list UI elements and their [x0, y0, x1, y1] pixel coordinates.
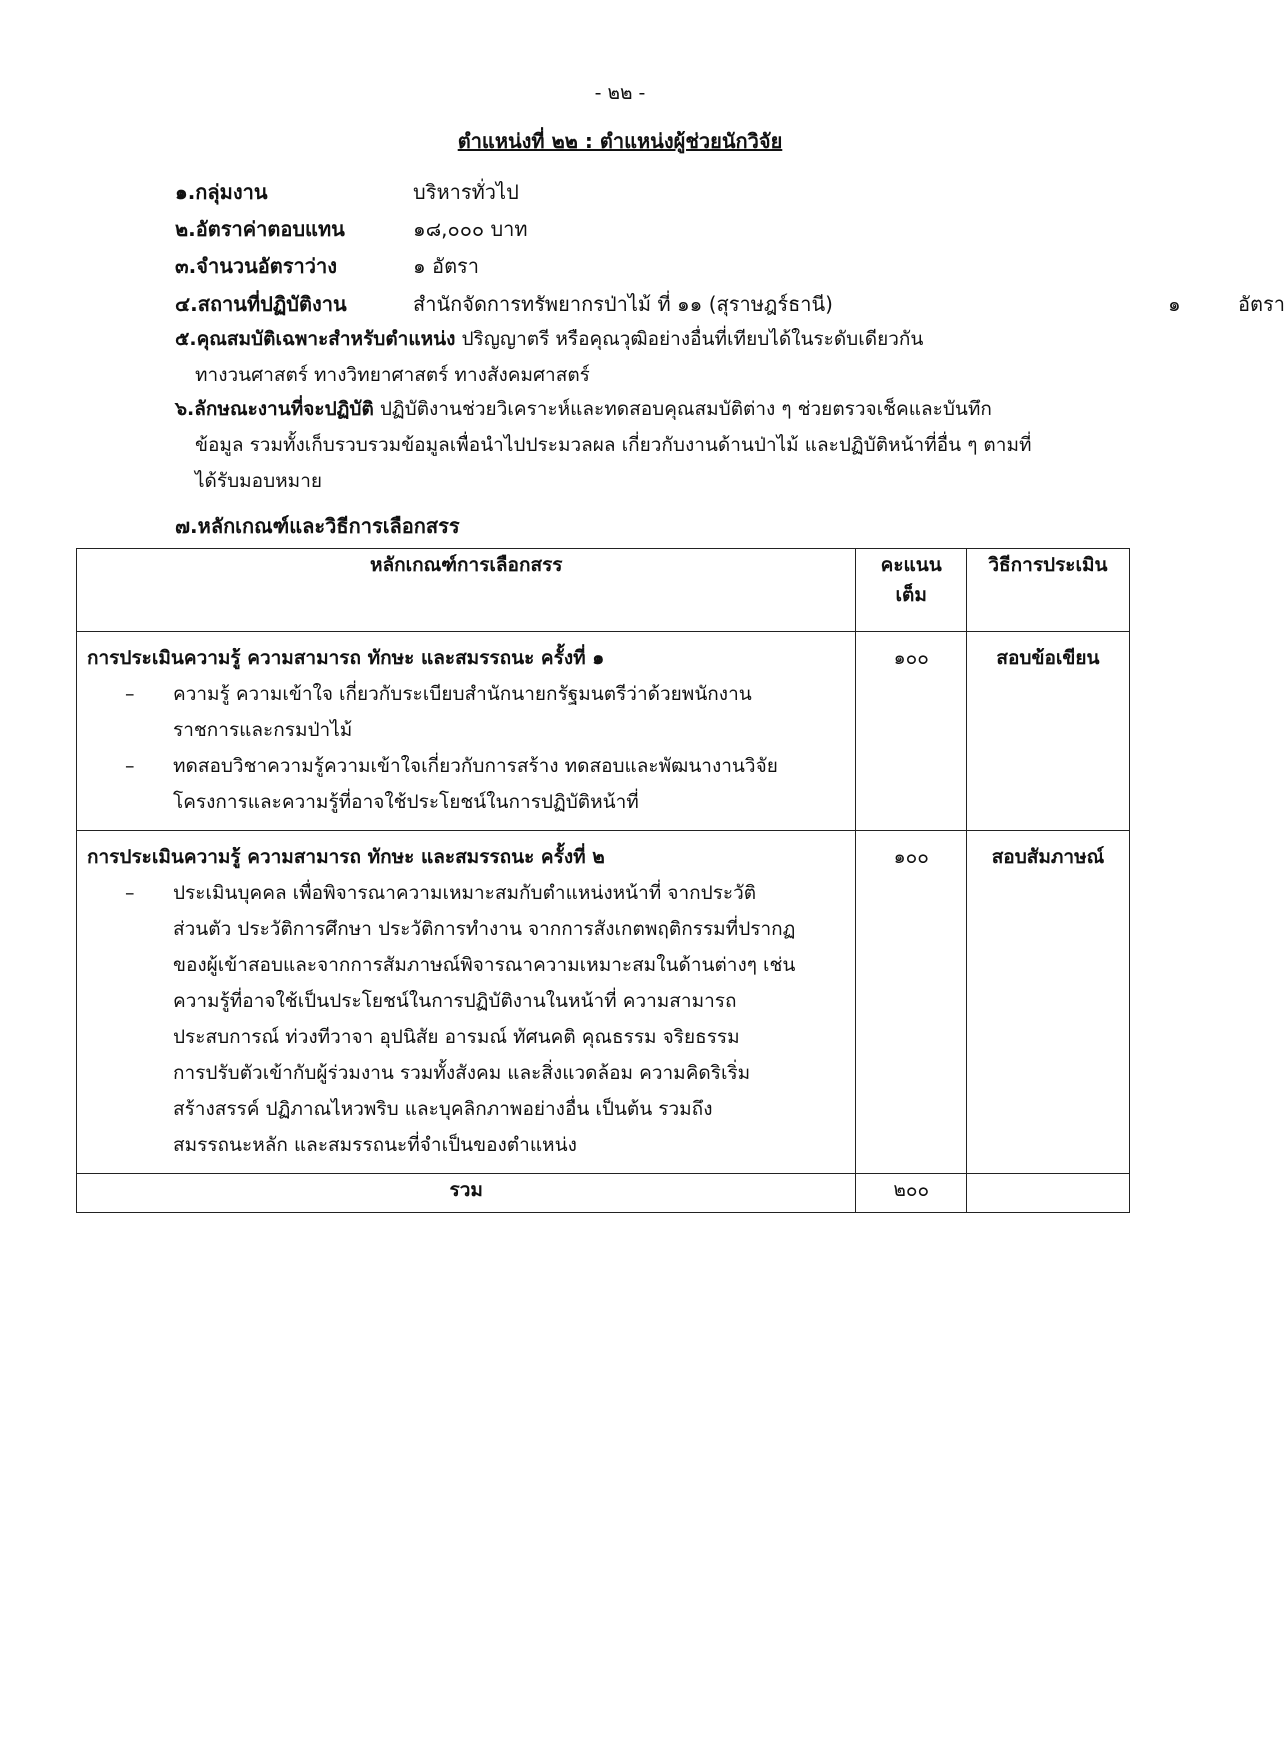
bullet-line: สมรรถนะหลัก และสมรรถนะที่จำเป็นของตำแหน่ง: [173, 1134, 577, 1156]
job-description-block: [175, 391, 1135, 499]
header-score: [856, 549, 966, 632]
bullet-line: ประสบการณ์ ท่วงทีวาจา อุปนิสัย อารมณ์ ทัศนคติ คุณธรรม จริยธรรม: [173, 1026, 740, 1048]
header-method: วิธีการประเมิน: [966, 549, 1129, 632]
field-location: [175, 288, 1285, 320]
total-label: รวม: [77, 1174, 856, 1213]
criteria-title-1: การประเมินความรู้ ความสามารถ ทักษะ และสมรรถนะ ครั้งที่ ๑: [87, 647, 605, 669]
job-description-line3: ได้รับมอบหมาย: [195, 470, 323, 492]
field-location-count: ๑: [1168, 292, 1181, 316]
field-salary: [175, 213, 528, 245]
field-vacancies-label: ๓.จำนวนอัตราว่าง: [175, 254, 337, 278]
page-number: - ๒๒ -: [594, 82, 646, 104]
dash-bullet-icon: –: [125, 755, 135, 777]
qualifications-block: [175, 321, 1135, 393]
bullet-line: ทดสอบวิชาความรู้ความเข้าใจเกี่ยวกับการสร้าง ทดสอบและพัฒนางานวิจัย: [173, 755, 778, 777]
list-item: [87, 748, 845, 820]
bullet-line: สร้างสรรค์ ปฏิภาณไหวพริบ และบุคลิกภาพอย่างอื่น เป็นต้น รวมถึง: [173, 1098, 713, 1120]
bullet-line: ความรู้ที่อาจใช้เป็นประโยชน์ในการปฏิบัติงานในหน้าที่ ความสามารถ: [173, 990, 737, 1012]
total-method-empty: [966, 1174, 1129, 1213]
field-salary-label: ๒.อัตราค่าตอบแทน: [175, 217, 345, 241]
qualifications-text-line2: ทางวนศาสตร์ ทางวิทยาศาสตร์ ทางสังคมศาสตร์: [195, 364, 590, 386]
bullet-line: ความรู้ ความเข้าใจ เกี่ยวกับระเบียบสำนักนายกรัฐมนตรีว่าด้วยพนักงาน: [173, 683, 752, 705]
table-row: [77, 831, 1130, 1174]
header-criteria: หลักเกณฑ์การเลือกสรร: [77, 549, 856, 632]
bullet-line: ส่วนตัว ประวัติการศึกษา ประวัติการทำงาน จากการสังเกตพฤติกรรมที่ปรากฏ: [173, 918, 796, 940]
field-group-label: ๑.กลุ่มงาน: [175, 180, 268, 204]
header-score-line1: คะแนน: [880, 554, 942, 576]
method-cell-1: สอบข้อเขียน: [966, 632, 1129, 831]
job-description-line1: ปฏิบัติงานช่วยวิเคราะห์และทดสอบคุณสมบัติต่าง ๆ ช่วยตรวจเช็คและบันทึก: [379, 398, 992, 420]
selection-criteria-table: [76, 548, 1130, 1213]
list-item: [87, 676, 845, 748]
field-salary-value: ๑๘,๐๐๐ บาท: [413, 217, 528, 241]
job-description-label: ๖.ลักษณะงานที่จะปฏิบัติ: [175, 398, 374, 420]
field-location-unit: อัตรา: [1238, 292, 1285, 316]
field-location-office: สำนักจัดการทรัพยากรป่าไม้ ที่ ๑๑ (สุราษฎร์ธานี): [413, 292, 833, 316]
table-row: [77, 632, 1130, 831]
field-vacancies: [175, 250, 480, 282]
position-title: ตำแหน่งที่ ๒๒ : ตำแหน่งผู้ช่วยนักวิจัย: [457, 129, 783, 153]
list-item: [87, 875, 845, 1163]
bullet-line: ประเมินบุคคล เพื่อพิจารณาความเหมาะสมกับตำแหน่งหน้าที่ จากประวัติ: [173, 882, 757, 904]
qualifications-label: ๕.คุณสมบัติเฉพาะสำหรับตำแหน่ง: [175, 328, 456, 350]
criteria-cell-2: [77, 831, 856, 1174]
field-location-label: ๔.สถานที่ปฏิบัติงาน: [175, 292, 347, 316]
total-row: [77, 1174, 1130, 1213]
job-description-line2: ข้อมูล รวมทั้งเก็บรวบรวมข้อมูลเพื่อนำไปประมวลผล เกี่ยวกับงานด้านป่าไม้ และปฏิบัติหน้าที่อื่น ๆ ตามที่: [195, 434, 1032, 456]
method-cell-2: สอบสัมภาษณ์: [966, 831, 1129, 1174]
field-group-value: บริหารทั่วไป: [413, 180, 519, 204]
criteria-cell-1: [77, 632, 856, 831]
total-score: ๒๐๐: [856, 1174, 966, 1213]
field-group: [175, 176, 519, 208]
field-vacancies-value: ๑ อัตรา: [413, 254, 480, 278]
bullet-line: ราชการและกรมป่าไม้: [173, 719, 353, 741]
bullet-line: การปรับตัวเข้ากับผู้ร่วมงาน รวมทั้งสังคม และสิ่งแวดล้อม ความคิดริเริ่ม: [173, 1062, 751, 1084]
criteria-title-2: การประเมินความรู้ ความสามารถ ทักษะ และสมรรถนะ ครั้งที่ ๒: [87, 846, 605, 868]
bullet-line: ของผู้เข้าสอบและจากการสัมภาษณ์พิจารณาความเหมาะสมในด้านต่างๆ เช่น: [173, 954, 796, 976]
qualifications-text-line1: ปริญญาตรี หรือคุณวุฒิอย่างอื่นที่เทียบได้ในระดับเดียวกัน: [461, 328, 924, 350]
selection-heading: ๗.หลักเกณฑ์และวิธีการเลือกสรร: [175, 514, 460, 538]
bullet-line: โครงการและความรู้ที่อาจใช้ประโยชน์ในการปฏิบัติหน้าที่: [173, 791, 639, 813]
table-header-row: [77, 549, 1130, 632]
field-location-value: [413, 288, 1285, 320]
score-cell-2: ๑๐๐: [856, 831, 966, 1174]
dash-bullet-icon: –: [125, 683, 135, 705]
dash-bullet-icon: –: [125, 882, 135, 904]
score-cell-1: ๑๐๐: [856, 632, 966, 831]
header-score-line2: เต็ม: [895, 584, 927, 606]
